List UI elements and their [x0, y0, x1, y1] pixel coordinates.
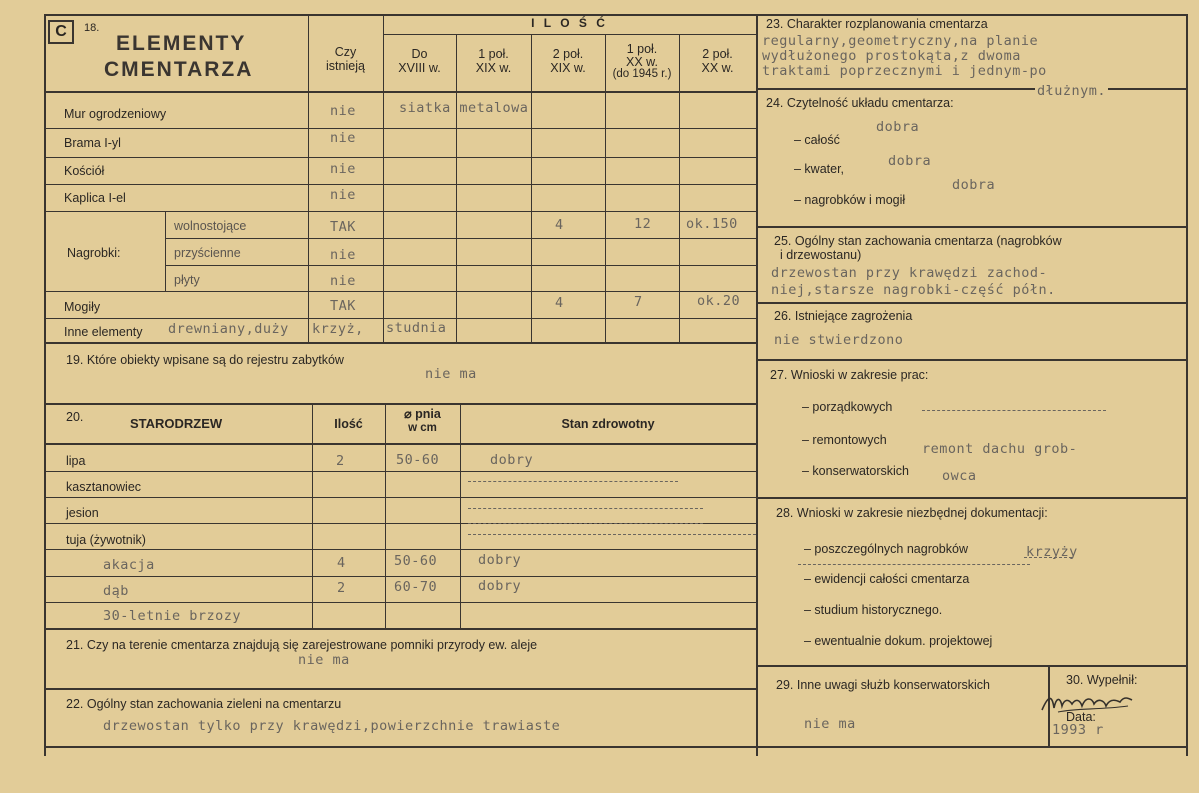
section-22-question: 22. Ogólny stan zachowania zieleni na cmentarzu — [66, 697, 342, 711]
right-border — [1186, 14, 1188, 756]
bottom-border — [44, 746, 1188, 748]
row-gate-exists: nie — [330, 130, 356, 146]
section-26-question: 26. Istniejące zagrożenia — [774, 309, 913, 323]
row-freestanding-label: wolnostojące — [174, 219, 247, 233]
section-26-answer: nie stwierdzono — [774, 332, 904, 348]
row-slabs-label: płyty — [174, 273, 200, 287]
section-30-date-value: 1993 r — [1052, 722, 1104, 738]
tree-row-1-name: kasztanowiec — [66, 480, 142, 494]
section-30-date-label: Data: — [1066, 710, 1096, 724]
tree-col-health: Stan zdrowotny — [561, 417, 655, 431]
row-slabs-exists: nie — [330, 273, 356, 289]
row-wall-note: siatka metalowa — [399, 100, 529, 116]
section-20-title: STARODRZEW — [130, 416, 223, 431]
tree-row-4-name: akacja — [103, 557, 155, 573]
row-wall-label: Mur ogrodzeniowy — [64, 107, 167, 121]
row-graves-exists: TAK — [330, 298, 356, 314]
row-wall-mounted-label: przyścienne — [174, 246, 241, 260]
section-29-answer: nie ma — [804, 716, 856, 732]
section-30-label: 30. Wypełnił: — [1066, 673, 1138, 687]
section-21-question: 21. Czy na terenie cmentarza znajdują się zarejestrowane pomniki przyrody ew. aleje — [66, 638, 538, 652]
section-24-question: 24. Czytelność układu cmentarza: — [766, 96, 954, 110]
section-19-question: 19. Które obiekty wpisane są do rejestru zabytków — [66, 353, 344, 367]
row-chapel-label: Kaplica I-el — [64, 191, 126, 205]
tree-col-diam-2: w cm — [408, 422, 437, 434]
section-18-title-2: CMENTARZA — [104, 58, 254, 81]
left-border — [44, 14, 46, 756]
section-22-answer: drzewostan tylko przy krawędzi,powierzchnie trawiaste — [103, 718, 561, 734]
quantity-header: I L O Ś Ć — [531, 16, 608, 30]
row-church-exists: nie — [330, 161, 356, 177]
section-28-question: 28. Wnioski w zakresie niezbędnej dokumentacji: — [776, 506, 1048, 520]
section-29-question: 29. Inne uwagi służb konserwatorskich — [776, 678, 991, 692]
row-freestanding-exists: TAK — [330, 219, 356, 235]
tree-row-6-name: 30-letnie brzozy — [103, 608, 242, 624]
tree-row-3-name: tuja (żywotnik) — [66, 533, 146, 547]
section-18-title-1: ELEMENTY — [116, 32, 247, 55]
section-21-answer: nie ma — [298, 652, 350, 668]
section-18-number: 18. — [84, 22, 100, 34]
col-exists-2: istnieją — [326, 59, 365, 73]
tree-row-0-name: lipa — [66, 454, 86, 468]
row-church-label: Kościół — [64, 164, 105, 178]
tree-row-5-name: dąb — [103, 583, 129, 599]
section-letter-box: C — [48, 20, 74, 44]
row-gate-label: Brama I-yl — [64, 136, 121, 150]
col-exists-1: Czy — [334, 45, 357, 59]
row-tombstones-label: Nagrobki: — [67, 246, 121, 260]
column-divider — [756, 14, 758, 756]
row-graves-label: Mogiły — [64, 300, 101, 314]
section-23-question: 23. Charakter rozplanowania cmentarza — [766, 17, 988, 31]
section-19-answer: nie ma — [425, 366, 477, 382]
section-20-number: 20. — [66, 410, 84, 424]
row-other-label: Inne elementy — [64, 325, 143, 339]
cemetery-record-card: C 18. ELEMENTY CMENTARZA Czy istnieją I L O Ś Ć Do XVIII w. 1 poł. XIX w. 2 poł. XIX w. 1 poł. XX w. (do 1945 r.) 2 poł. XX w. Mur ogrodzeniowy nie siatka metalowa Brama I-yl nie Kościół nie Kaplica I-el nie Nagrobki: wolnostojące TAK 4 12 ok.150 przyścienne nie płyty nie Mogiły TAK 4 7 ok.20 Inne elementy drewniany,duży krzyż, studnia 19. Które obiekty wpisane są do rejestru zabytków nie ma 20. STARODRZEW Ilość ⌀ pnia w cm Stan zdrowotny lipa 2 50-60 dobry kasztanowiec jesion tuja (żywotnik) akacja 4 50-60 dobry dąb 2 60-70 dobry 30-letnie brzozy 21. Czy na terenie cmentarza znajdują się zarejestrowane pomniki przyrody ew. aleje nie ma 22. Ogólny stan zachowania zieleni na cmentarzu drzewostan tylko przy krawędzi,powierzchnie trawiaste 23. Charakter rozplanowania cmentarza regularny,geometryczny,na planie wydłużonego prostokąta,z dwoma traktami poprzecznymi i jednym-po dłużnym. 24. Czytelność układu cmentarza: – całość dobra – kwater, dobra – nagrobków i mogił dobra 25. Ogólny stan zachowania cmentarza (nagrobków i drzewostanu) drzewostan przy krawędzi zachod- niej,starsze nagrobki-część półn. 26. Istniejące zagrożenia nie stwierdzono 27. Wnioski w zakresie prac: – porządkowych – remontowych remont dachu grob- – konserwatorskich owca 28. Wnioski w zakresie niezbędnej dokumentacji: – poszczególnych nagrobków krzyży – ewidencji całości cmentarza – studium historycznego. – ewentualnie dokum. projektowej 29. Inne uwagi służb konserwatorskich nie ma 30. Wypełnił: Data: 1993 r — [0, 0, 1199, 793]
tree-col-qty: Ilość — [334, 417, 363, 431]
row-wall-exists: nie — [330, 103, 356, 119]
row-wall-mounted-exists: nie — [330, 247, 356, 263]
tree-row-2-name: jesion — [66, 506, 99, 520]
row-chapel-exists: nie — [330, 187, 356, 203]
section-27-question: 27. Wnioski w zakresie prac: — [770, 368, 929, 382]
section-25-question: 25. Ogólny stan zachowania cmentarza (nagrobków — [774, 234, 1062, 248]
tree-col-diam-1: ⌀ pnia — [404, 407, 441, 421]
